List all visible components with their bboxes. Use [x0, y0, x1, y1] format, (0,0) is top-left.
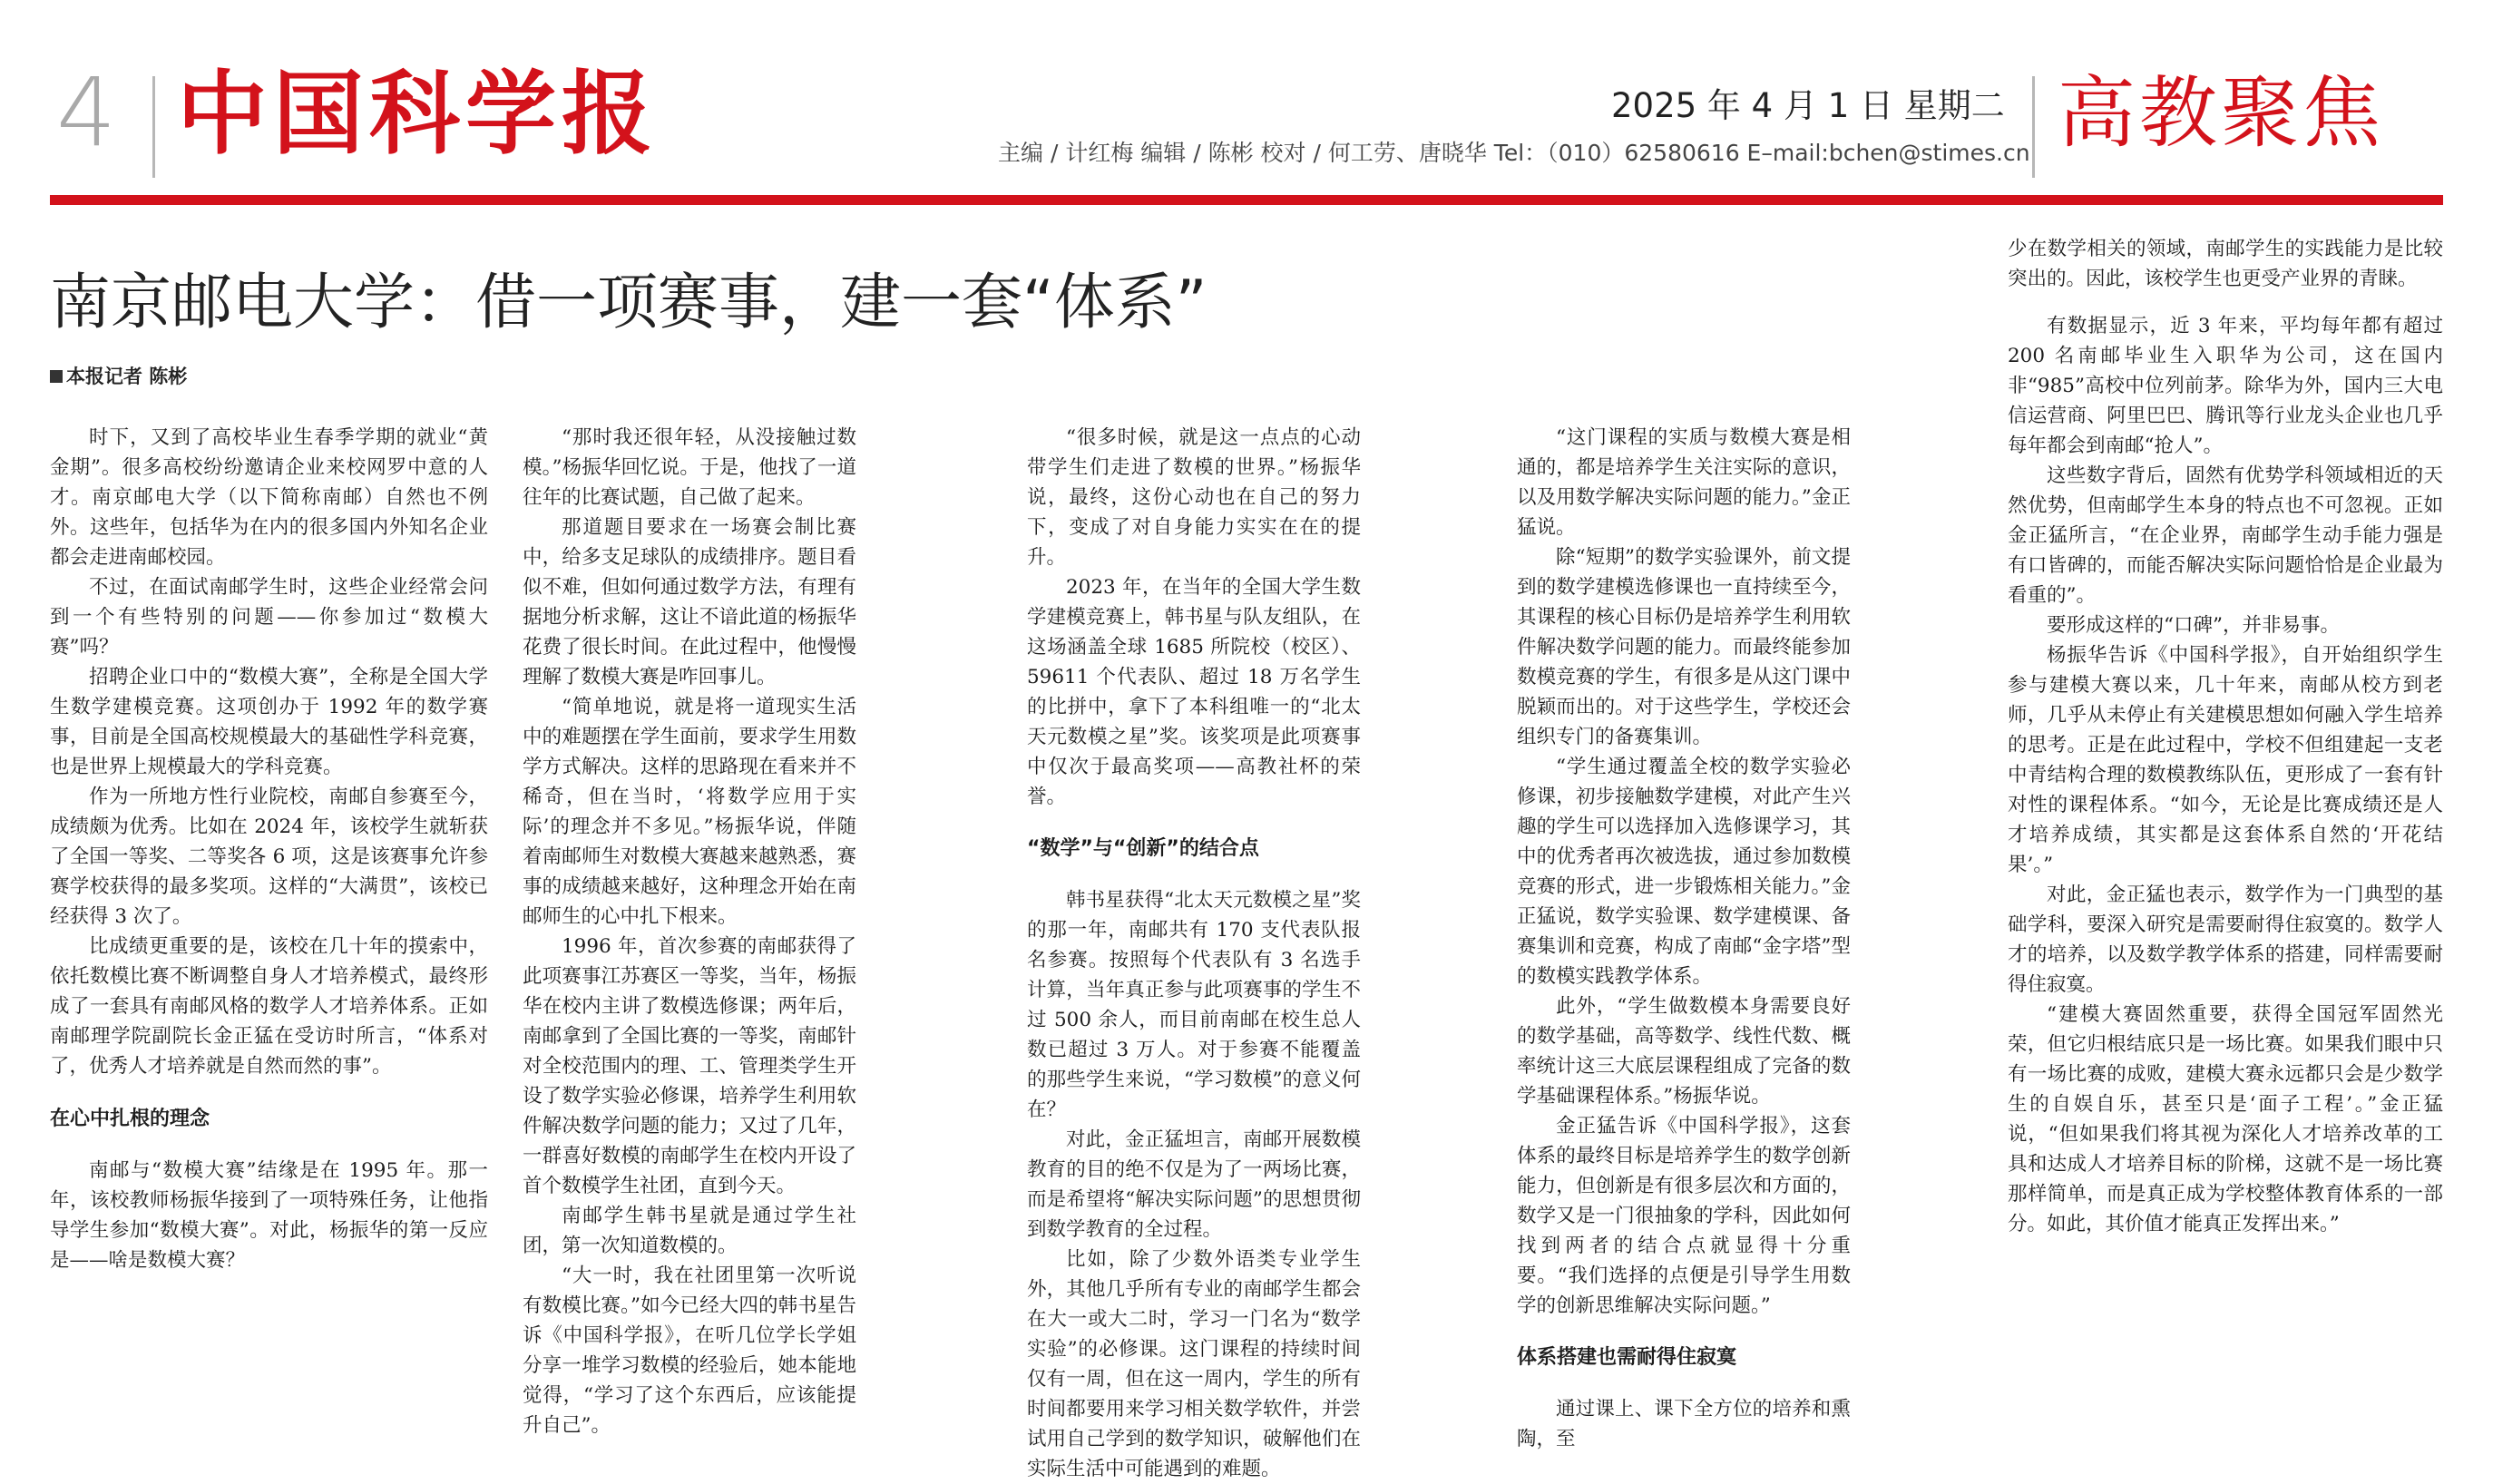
paragraph: 南邮与“数模大赛”结缘是在 1995 年。那一年，该校教师杨振华接到了一项特殊任务，让他指导学生参加“数模大赛”。对此，杨振华的第一反应是——啥是数模大赛？: [50, 1159, 488, 1272]
article-column-2: [523, 423, 856, 1440]
paragraph: 少在数学相关的领域，南邮学生的实践能力是比较突出的。因此，该校学生也更受产业界的青睐。: [2008, 238, 2443, 290]
paragraph: “建模大赛固然重要，获得全国冠军固然光荣，但它归根结底只是一场比赛。如果我们眼中只有一场比赛的成败，建模大赛永远都只会是少数学生的自娱自乐，甚至只是‘面子工程’。”金正猛说，“但如果我们将其视为深化人才培养改革的工具和达成人才培养目标的阶梯，这就不是一场比赛那样简单，而是真正成为学校整体教育体系的一部分。如此，其价值才能真正发挥出来。”: [2008, 1003, 2443, 1235]
header-divider-right: [2032, 76, 2035, 178]
article-headline: 南京邮电大学：借一项赛事，建一套“体系”: [50, 267, 1207, 337]
paragraph: 杨振华告诉《中国科学报》，自开始组织学生参与建模大赛以来，几十年来，南邮从校方到老师，几乎从未停止有关建模思想如何融入学生培养的思考。正是在此过程中，学校不但组建起一支老中青结构合理的数模教练队伍，更形成了一套有针对性的课程体系。“如今，无论是比赛成绩还是人才培养成绩，其实都是这套体系自然的‘开花结果’。”: [2008, 644, 2443, 876]
paragraph: 此外，“学生做数模本身需要良好的数学基础，高等数学、线性代数、概率统计这三大底层课程组成了完备的数学基础课程体系。”杨振华说。: [1517, 995, 1851, 1108]
paragraph: 不过，在面试南邮学生时，这些企业经常会问到一个有些特别的问题——你参加过“数模大赛”吗？: [50, 576, 488, 659]
paragraph: 对此，金正猛也表示，数学作为一门典型的基础学科，要深入研究是需要耐得住寂寞的。数学人才的培养，以及数学教学体系的搭建，同样需要耐得住寂寞。: [2008, 884, 2443, 996]
paragraph: 对此，金正猛坦言，南邮开展数模教育的目的绝不仅是为了一两场比赛，而是希望将“解决实际问题”的思想贯彻到数学教育的全过程。: [1027, 1128, 1361, 1241]
paragraph: 那道题目要求在一场赛会制比赛中，给多支足球队的成绩排序。题目看似不难，但如何通过数学方法，有理有据地分析求解，这让不谙此道的杨振华花费了很长时间。在此过程中，他慢慢理解了数模大赛是咋回事儿。: [523, 516, 856, 688]
paragraph: 金正猛告诉《中国科学报》，这套体系的最终目标是培养学生的数学创新能力，但创新是有很多层次和方面的，数学又是一门很抽象的学科，因此如何找到两者的结合点就显得十分重要。“我们选择的点便是引导学生用数学的创新思维解决实际问题。”: [1517, 1115, 1851, 1317]
paragraph: 要形成这样的“口碑”，并非易事。: [2047, 614, 2340, 637]
header-divider-left: [152, 76, 155, 178]
subheading: “数学”与“创新”的结合点: [1027, 837, 1259, 860]
paragraph: 通过课上、课下全方位的培养和熏陶，至: [1517, 1398, 1851, 1450]
newspaper-masthead: 中国科学报: [177, 60, 658, 167]
paragraph: “大一时，我在社团里第一次听说有数模比赛。”如今已经大四的韩书星告诉《中国科学报》，在听几位学长学姐分享一堆学习数模的经验后，她本能地觉得，“学习了这个东西后，应该能提升自己”。: [523, 1264, 856, 1437]
header-red-rule: [50, 195, 2443, 205]
paragraph: “学生通过覆盖全校的数学实验必修课，初步接触数学建模，对此产生兴趣的学生可以选择加入选修课学习，其中的优秀者再次被选拔，通过参加数模竞赛的形式，进一步锻炼相关能力。”金正猛说，数学实验课、数学建模课、备赛集训和竞赛，构成了南邮“金字塔”型的数模实践教学体系。: [1517, 756, 1851, 988]
paragraph: “这门课程的实质与数模大赛是相通的，都是培养学生关注实际的意识，以及用数学解决实际问题的能力。”金正猛说。: [1517, 426, 1851, 539]
paragraph: 南邮学生韩书星就是通过学生社团，第一次知道数模的。: [523, 1205, 856, 1257]
paragraph: 作为一所地方性行业院校，南邮自参赛至今，成绩颇为优秀。比如在 2024 年，该校学生就斩获了全国一等奖、二等奖各 6 项，这是该赛事允许参赛学校获得的最多奖项。这样的“大满贯”，该校已经获得 3 次了。: [50, 786, 488, 928]
issue-date: 2025 年 4 月 1 日 星期二: [1611, 86, 2005, 125]
byline-text: 本报记者 陈彬: [66, 366, 188, 387]
paragraph: 比成绩更重要的是，该校在几十年的摸索中，依托数模比赛不断调整自身人才培养模式，最终形成了一套具有南邮风格的数学人才培养体系。正如南邮理学院副院长金正猛在受访时所言，“体系对了，优秀人才培养就是自然而然的事”。: [50, 935, 488, 1078]
paragraph: “简单地说，就是将一道现实生活中的难题摆在学生面前，要求学生用数学方式解决。这样的思路现在看来并不稀奇，但在当时，‘将数学应用于实际’的理念并不多见。”杨振华说，伴随着南邮师生对数模大赛越来越熟悉，赛事的成绩越来越好，这种理念开始在南邮师生的心中扎下根来。: [523, 696, 856, 928]
paragraph: 这些数字背后，固然有优势学科领域相近的天然优势，但南邮学生本身的特点也不可忽视。正如金正猛所言，“在企业界，南邮学生动手能力强是有口皆碑的，而能否解决实际问题恰恰是企业最为看重的”。: [2008, 464, 2443, 607]
editor-credits: 主编 / 计红梅 编辑 / 陈彬 校对 / 何工劳、唐晓华 Tel：（010）62580616 E–mail:bchen@stimes.cn: [998, 140, 2030, 166]
subheading: 在心中扎根的理念: [50, 1108, 210, 1130]
paragraph: 时下，又到了高校毕业生春季学期的就业“黄金期”。很多高校纷纷邀请企业来校网罗中意的人才。南京邮电大学（以下简称南邮）自然也不例外。这些年，包括华为在内的很多国内外知名企业都会走进南邮校园。: [50, 426, 488, 569]
section-title: 高教聚焦: [2058, 68, 2384, 159]
paragraph-gap: [2008, 294, 2443, 311]
page-number: 4: [56, 57, 117, 168]
paragraph: “那时我还很年轻，从没接触过数模。”杨振华回忆说。于是，他找了一道往年的比赛试题，自己做了起来。: [523, 426, 856, 509]
paragraph: 比如，除了少数外语类专业学生外，其他几乎所有专业的南邮学生都会在大一或大二时，学习一门名为“数学实验”的必修课。这门课程的持续时间仅有一周，但在这一周内，学生的所有时间都要用来学习相关数学软件，并尝试用自己学到的数学知识，破解他们在实际生活中可能遇到的难题。: [1027, 1248, 1361, 1480]
paragraph: 2023 年，在当年的全国大学生数学建模竞赛上，韩书星与队友组队，在这场涵盖全球 1685 所院校（校区）、59611 个代表队、超过 18 万名学生的比拼中，拿下了本科组唯一的“北太天元数模之星”奖。该奖项是此项赛事中仅次于最高奖项——高教社杯的荣誉。: [1027, 576, 1361, 808]
article-column-5: [2008, 234, 2443, 1239]
paragraph: 韩书星获得“北太天元数模之星”奖的那一年，南邮共有 170 支代表队报名参赛。按照每个代表队有 3 名选手计算，当年真正参与此项赛事的学生不过 500 余人，而目前南邮在校生总人数已超过 3 万人。对于参赛不能覆盖的那些学生来说，“学习数模”的意义何在？: [1027, 889, 1361, 1121]
paragraph: “很多时候，就是这一点点的心动带学生们走进了数模的世界。”杨振华说，最终，这份心动也在自己的努力下，变成了对自身能力实实在在的提升。: [1027, 426, 1361, 569]
byline-square-icon: [50, 370, 63, 383]
article-column-4: [1517, 423, 1851, 1454]
article-column-1: [50, 423, 488, 1275]
paragraph: 有数据显示，近 3 年来，平均每年都有超过 200 名南邮毕业生入职华为公司，这在国内非“985”高校中位列前茅。除华为外，国内三大电信运营商、阿里巴巴、腾讯等行业龙头企业也几乎每年都会到南邮“抢人”。: [2008, 315, 2443, 457]
paragraph: 招聘企业口中的“数模大赛”，全称是全国大学生数学建模竞赛。这项创办于 1992 年的数学赛事，目前是全国高校规模最大的基础性学科竞赛，也是世界上规模最大的学科竞赛。: [50, 666, 488, 778]
article-column-3: [1027, 423, 1361, 1484]
paragraph: 除“短期”的数学实验课外，前文提到的数学建模选修课也一直持续至今，其课程的核心目标仍是培养学生利用软件解决数学问题的能力。而最终能参加数模竞赛的学生，有很多是从这门课中脱颖而出的。对于这些学生，学校还会组织专门的备赛集训。: [1517, 546, 1851, 748]
subheading: 体系搭建也需耐得住寂寞: [1517, 1346, 1737, 1369]
paragraph: 1996 年，首次参赛的南邮获得了此项赛事江苏赛区一等奖，当年，杨振华在校内主讲了数模选修课；两年后，南邮拿到了全国比赛的一等奖，南邮针对全校范围内的理、工、管理类学生开设了数学实验必修课，培养学生利用软件解决数学问题的能力；又过了几年，一群喜好数模的南邮学生在校内开设了首个数模学生社团，直到今天。: [523, 935, 856, 1197]
article-byline: [50, 362, 187, 389]
